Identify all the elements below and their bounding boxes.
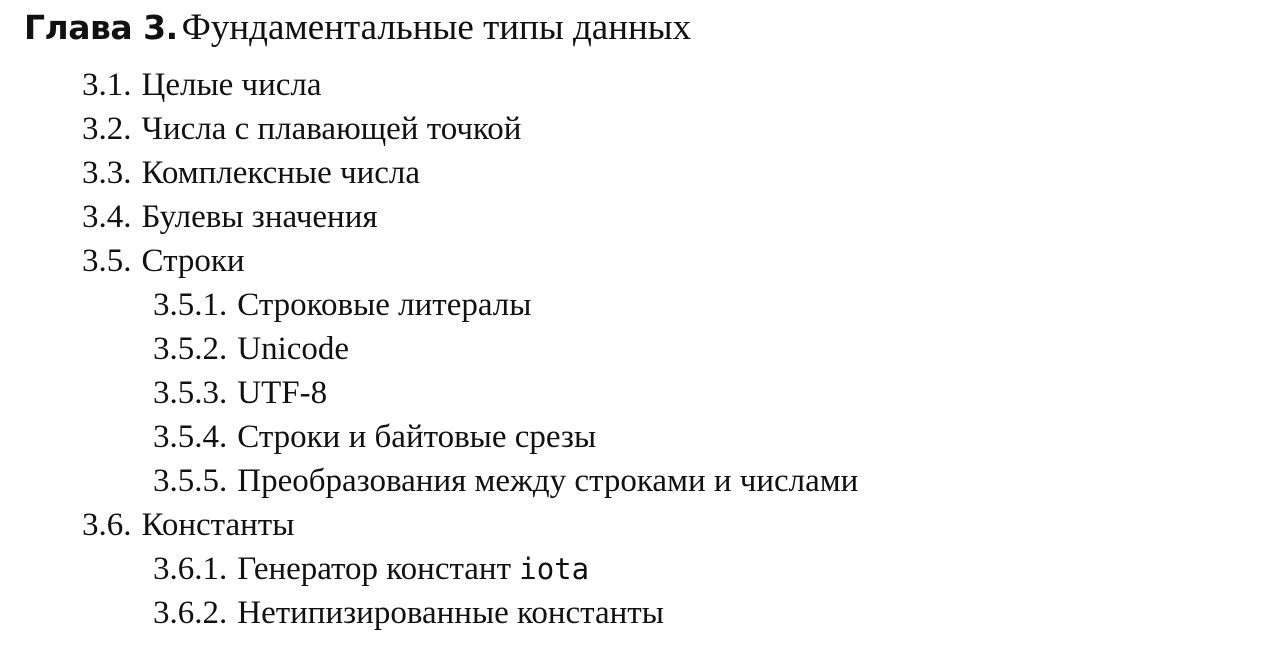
section-number: 3.5.2. [153, 331, 228, 367]
section-number: 3.5.4. [153, 419, 228, 455]
toc-entry-3-3 [82, 153, 420, 193]
section-title: Комплексные числа [141, 155, 421, 191]
toc-entry-3-6-2 [153, 593, 664, 633]
toc-entry-3-5-4 [153, 417, 596, 457]
toc-entry-3-6 [82, 505, 294, 545]
section-title: Преобразования между строками и числами [237, 463, 859, 499]
section-title: Числа с плавающей точкой [141, 111, 522, 147]
section-title: Unicode [237, 331, 350, 367]
toc-entry-3-2 [82, 109, 521, 149]
section-number: 3.5.1. [153, 287, 228, 323]
section-title: Генератор констант [237, 551, 512, 587]
toc-entry-3-5-1 [153, 285, 531, 325]
toc-entry-3-5-3 [153, 373, 327, 413]
toc-entry-3-5-2 [153, 329, 349, 369]
section-number: 3.1. [82, 67, 132, 103]
section-title: Булевы значения [141, 199, 378, 235]
section-title: Нетипизированные константы [237, 595, 664, 631]
section-number: 3.3. [82, 155, 132, 191]
section-number: 3.6.2. [153, 595, 228, 631]
section-title: Строки [141, 243, 245, 279]
chapter-title: Фундаментальные типы данных [181, 7, 692, 48]
section-title: Целые числа [141, 67, 322, 103]
section-number: 3.6. [82, 507, 132, 543]
section-number: 3.5.3. [153, 375, 228, 411]
section-number: 3.5. [82, 243, 132, 279]
section-number: 3.2. [82, 111, 132, 147]
toc-entry-3-5-5 [153, 461, 858, 501]
toc-entry-3-1 [82, 65, 322, 105]
section-number: 3.6.1. [153, 551, 228, 587]
section-title: Строки и байтовые срезы [237, 419, 597, 455]
chapter-label: Глава 3. [24, 8, 178, 47]
section-title: Константы [141, 507, 295, 543]
toc-entry-3-4 [82, 197, 378, 237]
section-number: 3.5.5. [153, 463, 228, 499]
toc-entry-3-5 [82, 241, 245, 281]
section-title: UTF-8 [237, 375, 328, 411]
code-keyword: iota [519, 552, 590, 586]
section-title: Строковые литералы [237, 287, 532, 323]
toc-entry-3-6-1 [153, 549, 589, 589]
section-number: 3.4. [82, 199, 132, 235]
